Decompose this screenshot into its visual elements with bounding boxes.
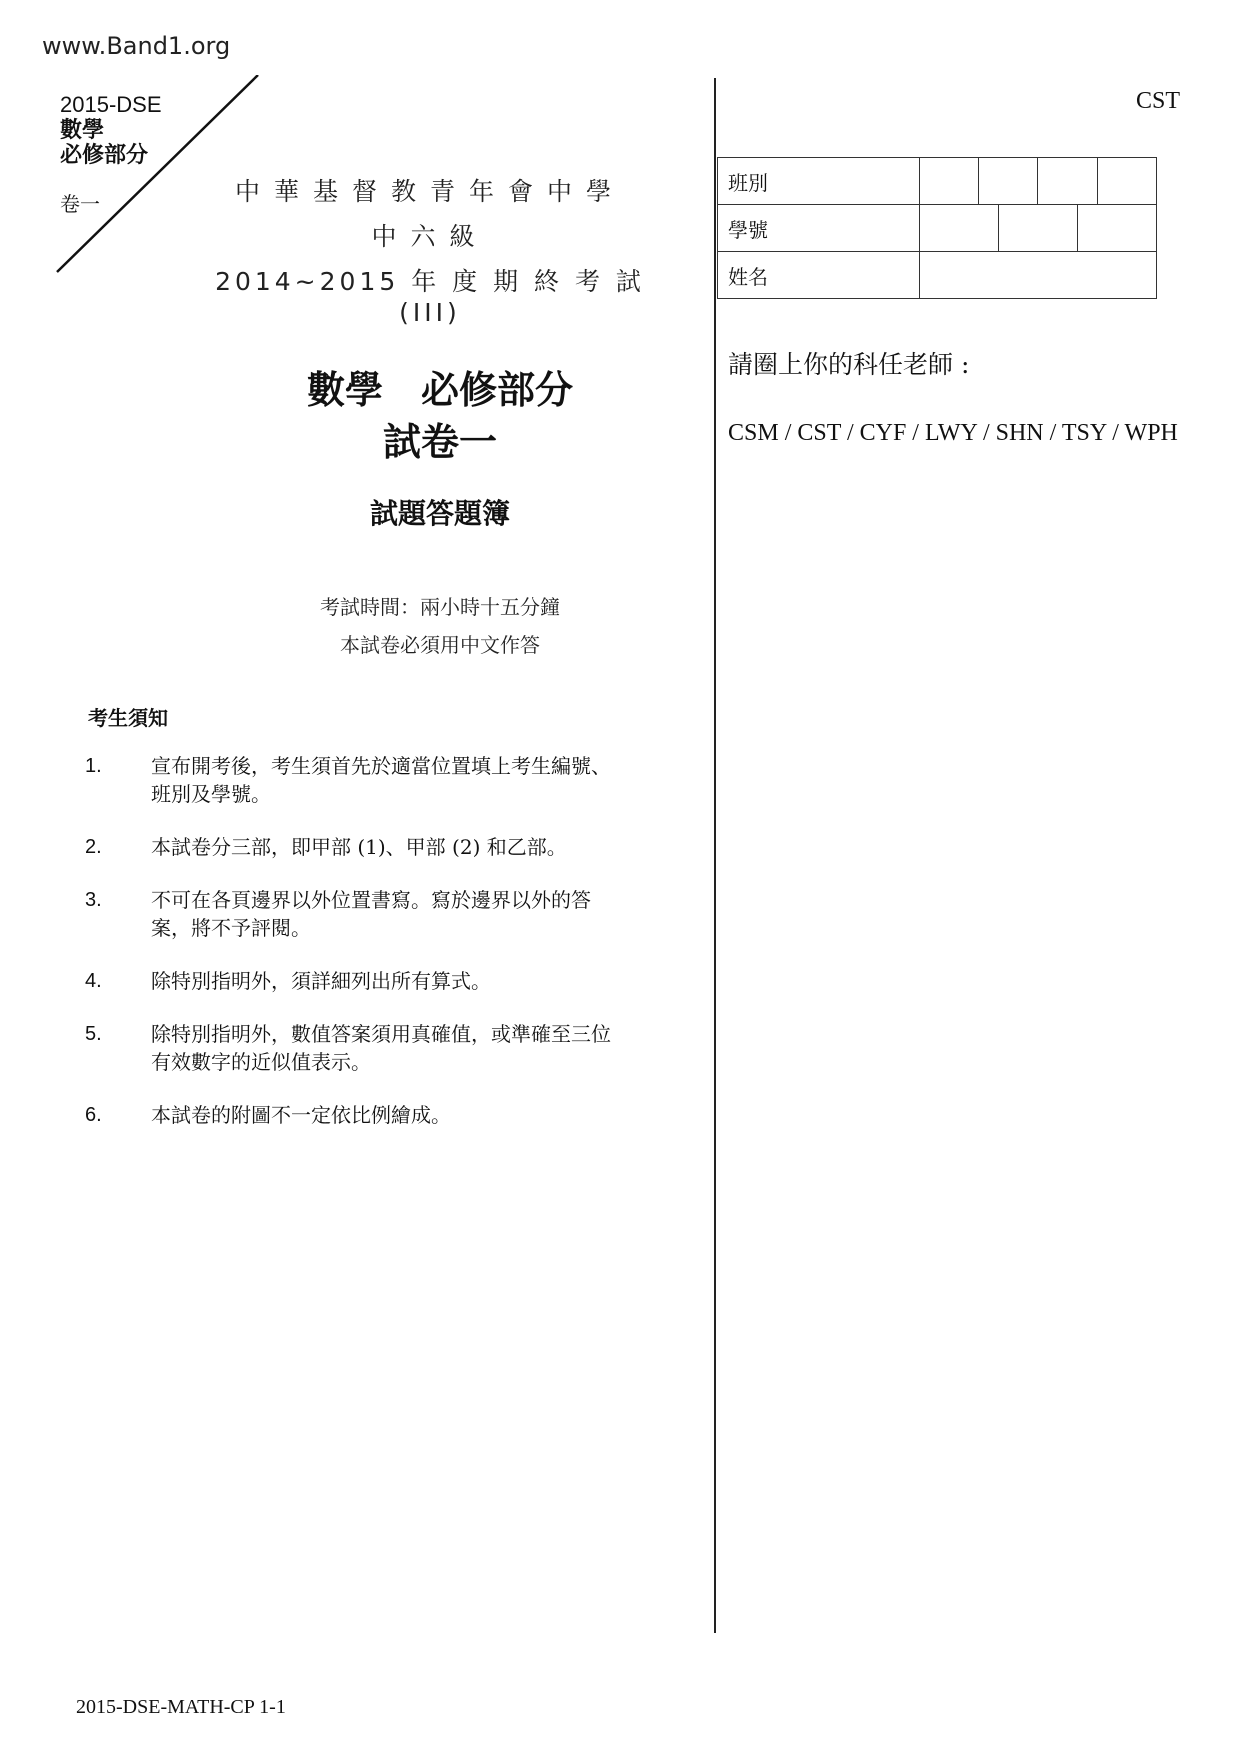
instruction-item [85, 1101, 645, 1129]
instruction-text: 本試卷分三部，即甲部 (1)、甲部 (2) 和乙部。 [151, 835, 567, 859]
subject-title [250, 364, 630, 468]
corner-subject: 數學 [60, 117, 105, 142]
number-row [718, 205, 1157, 252]
name-label: 姓名 [718, 252, 920, 299]
number-box-1[interactable] [920, 205, 999, 251]
watermark: www.Band1.org [42, 32, 231, 60]
student-info-table [717, 157, 1157, 299]
instruction-number: 4. [85, 970, 102, 992]
instruction-number: 3. [85, 889, 102, 911]
instructions-list [85, 752, 645, 1154]
subject-title-line2: 試卷一 [382, 419, 497, 464]
teacher-prompt: 請圈上你的科任老師 : [728, 350, 970, 379]
instruction-text: 宣布開考後，考生須首先於適當位置填上考生編號、班別及學號。 [151, 754, 611, 806]
subject-title-line1: 數學 必修部分 [306, 367, 573, 412]
number-box-2[interactable] [999, 205, 1078, 251]
answer-language: 本試卷必須用中文作答 [340, 633, 540, 657]
school-header [200, 172, 660, 336]
time-info [250, 588, 630, 664]
instruction-text: 除特別指明外，須詳細列出所有算式。 [151, 969, 491, 993]
instruction-item [85, 752, 645, 808]
class-label: 班別 [718, 158, 920, 205]
corner-subject-part: 必修部分 [60, 142, 149, 167]
instruction-text: 不可在各頁邊界以外位置書寫。寫於邊界以外的答案，將不予評閱。 [151, 888, 591, 940]
instruction-item [85, 967, 645, 995]
corner-label [60, 92, 162, 218]
instruction-number: 1. [85, 755, 102, 777]
page-footer: 2015-DSE-MATH-CP 1-1 [76, 1696, 286, 1718]
instruction-text: 本試卷的附圖不一定依比例繪成。 [151, 1103, 451, 1127]
form-level: 中六級 [371, 222, 489, 251]
teacher-code: CST [1136, 88, 1181, 114]
number-boxes [919, 205, 1156, 252]
instruction-item [85, 886, 645, 942]
class-row [718, 158, 1157, 205]
school-name: 中華基督教青年會中學 [234, 177, 625, 206]
name-field[interactable] [919, 252, 1156, 299]
instruction-item [85, 1020, 645, 1076]
class-box-4[interactable] [1097, 158, 1156, 205]
number-box-3[interactable] [1078, 205, 1156, 251]
class-box-3[interactable] [1038, 158, 1097, 205]
corner-year: 2015-DSE [60, 92, 162, 117]
teacher-options[interactable]: CSM / CST / CYF / LWY / SHN / TSY / WPH [728, 420, 1178, 446]
corner-paper: 卷一 [60, 194, 100, 216]
instruction-number: 5. [85, 1023, 102, 1045]
exam-title: 2014~2015 年 度 期 終 考 試 (III) [215, 267, 645, 327]
booklet-title: 試題答題簿 [369, 497, 510, 530]
class-box-2[interactable] [979, 158, 1038, 205]
page-divider [714, 78, 716, 1633]
instruction-number: 6. [85, 1104, 102, 1126]
exam-duration: 考試時間：兩小時十五分鐘 [320, 595, 560, 619]
name-row [718, 252, 1157, 299]
class-box-1[interactable] [919, 158, 978, 205]
instruction-item [85, 833, 645, 861]
instructions-heading: 考生須知 [88, 706, 168, 730]
instruction-number: 2. [85, 836, 102, 858]
number-label: 學號 [718, 205, 920, 252]
instruction-text: 除特別指明外，數值答案須用真確值，或準確至三位有效數字的近似值表示。 [151, 1022, 611, 1074]
